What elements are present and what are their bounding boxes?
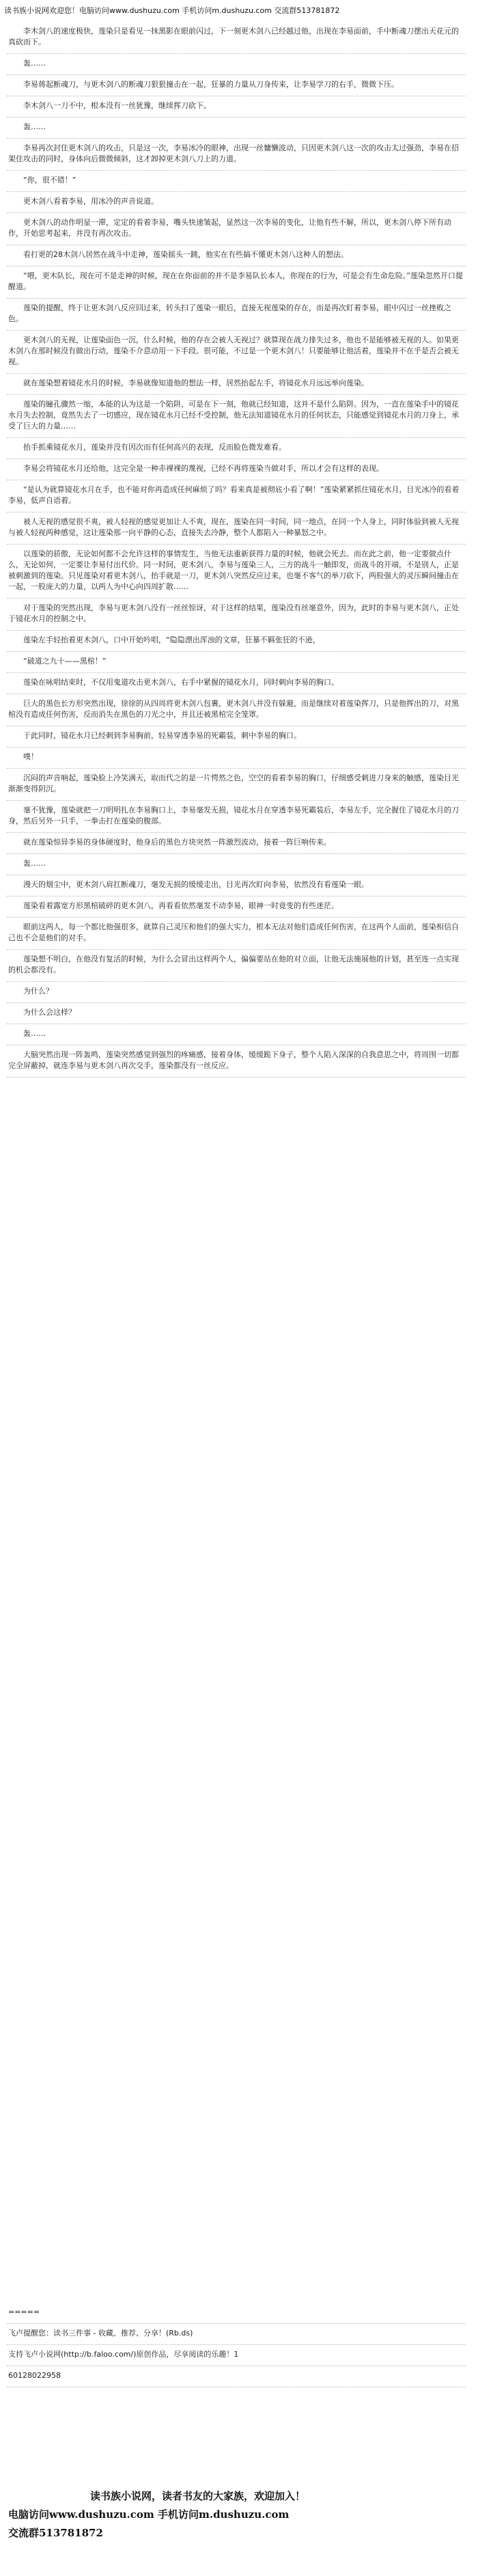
chapter-paragraph: 李易再次封住更木剑八的攻击，只是这一次，李易冰冷的眼神，出现一丝慵懒波动，只因更木剑八这一次的攻击太过强劲，李易在招架住攻击的同时，身体向后微微倾斜，这才卸掉更木剑八刀上的力道。 [7,139,466,171]
chapter-paragraph: “喂，更木队长，现在可不是走神的时候，现在在你面前的并不是李易队长本人，你现在的行为，可是会有生命危险。”莲染忽然开口提醒道。 [7,266,466,299]
chapter-paragraph: 为什么？ [7,982,466,1003]
footer-support-link[interactable]: 支持飞卢小说网(http://b.faloo.com/)原创作品，尽享阅读的乐趣！1 [7,2345,466,2366]
chapter-paragraph: 毫不犹豫，莲染就把一刀明明扎在李易胸口上，李易毫发无损，镜花水月在穿透李易死霸装后，李易左手，完全握住了镜花水月的刀身，然后另外一只手，一拳击打在莲染的腹部。 [7,801,466,833]
chapter-paragraph: 莲染左手轻抬着更木剑八，口中开始吟唱，“隐隐漂出浑浊的文章，狂暴不羁张狂的不逊， [7,631,466,652]
chapter-paragraph: 抬手抓乘镜花水月，莲染并没有因次而有任何高兴的表现，反而脸色微发难看。 [7,438,466,459]
chapter-paragraph: 莲染看着露宽方形黑棺破碎的更木剑八，再看看依然毫发不动李易，眼神一时竟变的有些迷茫。 [7,896,466,918]
footer-reminder: 飞卢提醒您：读书三件事 - 收藏、推荐、分享！(Rb.ds) [7,2324,466,2345]
promo-line-group: 交流群513781872 [8,2527,103,2539]
chapter-paragraph: 以莲染的骄傲，无论如何都不会允许这样的事情发生，当他无法重新获得力量的时候，他就会死去。而在此之前，他一定要做点什么，无论如何，一定要让李易付出代价。同一时间，更木剑八，李易与莲染三人，三方的战斗一触即发，而战斗的开端，不是别人，正是被刺激到的莲染。只见莲染对着更木剑八，抬手就是一刀，更木剑八突然反应过来，也毫不客气的举刀砍下，两股强大的灵压瞬间撞击在一起，一股庞大的力量，以两人为中心向四周扩散…… [7,545,466,599]
separator-line: ===== [7,2303,466,2324]
chapter-paragraph: 莲染在咏唱结束时，不仅用鬼道攻击更木剑八，右手中紧握的镜花水月，同时刺向李易的胸口。 [7,673,466,694]
chapter-paragraph: “你，很不错！” [7,171,466,192]
chapter-paragraph: 沉闷的声音响起，莲染脸上冷笑满天，取而代之的是一片愕然之色，空空的看着李易的胸口，仔细感受刺进刀身来的触感，莲染目光渐渐变得阴沉。 [7,769,466,801]
chapter-paragraph: 李木剑八的速度极快，莲染只是看见一抹黑影在眼前闪过，下一刻更木剑八已经越过他，出现在李易面前，手中断魂刀摆出天花元的真砍而下。 [7,22,466,54]
chapter-paragraph: “是认为就算镜花水月在手，也不能对你再造成任何麻烦了吗？看来真是被彻底小看了啊！”莲染紧紧抓住镜花水月，目光冰冷的看着李易，低声自语着。 [7,480,466,512]
chapter-paragraph: 漫天的烟尘中，更木剑八肩扛断魂刀，毫发无损的缓缓走出，目光再次盯向李易，依然没有看莲染一眼。 [7,875,466,896]
chapter-paragraph: 更木剑八的无视，让莲染面色一沉，什么时候，他的存在会被人无视过？就算现在战力排失过多，他也不是能够被无视的人。如果更木剑八在那时候没有做出行动，莲染不介意动用一下手段。很可能，不过是一个更木剑八！只要能够让他活着，莲染并不在乎是否会被无视。 [7,331,466,374]
chapter-paragraph: 更木剑八的动作明显一滞，定定的看着李易，嘴头快速皱起，显然这一次李易的变化，让他有些不解，所以，更木剑八停下所有动作，开始思考起来，并没有再次攻击。 [7,213,466,245]
chapter-paragraph: 轰…… [7,54,466,75]
promo-line-welcome: 读书族小说网，读者书友的大家族，欢迎加入！ [90,2490,306,2502]
chapter-paragraph: 被人无视的感觉很不爽，被人轻视的感觉更加让人不爽，现在，莲染在同一时间，同一地点，在同一个人身上，同时体验到被人无视与被人轻视两种感觉，这让莲染那一向平静的心态，直接失去冷静，整个人都陷入一种暴怒之中。 [7,512,466,545]
chapter-paragraph: 莲染的瞳孔骤然一缩，本能的认为这是一个陷阱，可是在下一刻，他就已经知道，这并不是什么陷阱。因为，一直在莲染手中的镜花水月失去控制，竟然失去了一切感应，现在镜花水月已经不受控制，他无法知道镜花水月的任何状态，只能感觉到镜花水月的刀身上，承受了巨大的力量…… [7,395,466,438]
site-header-notice: 读书族小说网欢迎您！电脑访问www.dushuzu.com 手机访问m.dushuzu.com 交流群513781872 [4,6,340,15]
chapter-paragraph: 对于莲染的突然出现，李易与更木剑八没有一丝丝惊讶，对于这样的结果，莲染没有丝毫意外，因为，此时的李易与更木剑八，正处于镜花水月的控制之中。 [7,599,466,631]
promo-line-urls[interactable]: 电脑访问www.dushuzu.com 手机访问m.dushuzu.com [8,2508,290,2521]
chapter-paragraph: 就在莲染惊异李易的身体硬度时，他身后的黑色方块突然一阵激烈波动，接着一阵巨响传来。 [7,833,466,854]
chapter-paragraph: 轰…… [7,118,466,139]
chapter-paragraph: 更木剑八看着李易，用冰冷的声音说道。 [7,192,466,213]
chapter-paragraph: 轰…… [7,854,466,875]
chapter-paragraph: 李易会将镜花水月还给他，这完全是一种赤裸裸的蔑视，已经不再将莲染当做对手，所以才会有这样的表现。 [7,459,466,480]
chapter-paragraph: 轰…… [7,1024,466,1045]
chapter-paragraph: 为什么会这样？ [7,1003,466,1024]
chapter-body [7,22,466,1078]
chapter-paragraph: 李易蒋起断魂刀，与更木剑八的断魂刀狠狠撞击在一起，狂暴的力量从刀身传来，让李易学刀的右手，微微下压。 [7,75,466,96]
chapter-paragraph: “破道之九十——黑棺！” [7,652,466,673]
chapter-paragraph: 大脑突然出现一阵轰鸣，莲染突然感觉到强烈的疼痛感，接着身体，缓缓跪下身子，整个人陷入深深的自我意思之中，将周围一切都完全屏蔽掉，就连李易与更木剑八再次交手，莲染都没有一丝反应。 [7,1045,466,1078]
chapter-paragraph: 李木剑八一刀不中，根本没有一丝犹豫，继续挥刀砍下。 [7,96,466,118]
chapter-paragraph: 就在莲染想着镜花水月的时候，李易就像知道他的想法一样，居然抬起左手，将镜花水月远远举向莲染。 [7,374,466,395]
chapter-paragraph: 于此同时，镜花水月已经刺到李易胸前，轻易穿透李易的死霸装，刺中李易的胸口。 [7,726,466,748]
chapter-paragraph: 莲染想不明白，在他没有复活的时候，为什么会冒出这样两个人，偏偏要站在他的对立面，让他无法施展他的计划，甚至连一点实现的机会都没有。 [7,950,466,982]
footer-id: 60128022958 [7,2366,466,2387]
chapter-paragraph: 莲染的提醒，终于让更木剑八反应回过来，转头扫了莲染一眼后，直接无视莲染的存在，而是再次盯着李易，眼中闪过一丝挫败之色。 [7,299,466,331]
chapter-paragraph: 巨大的黑色长方形突然出现，徐徐的从四周将更木剑八包裹，更木剑八并没有躲避，而是继续对着莲染挥刀，只是他挥出的刀，对黑棺没有造成任何伤害，反而消失在黑色的刀光之中，并且还被黑棺完全笼罩。 [7,694,466,726]
chapter-paragraph: 眼前这两人，每一个都比他强很多，就算自己灵压和他们的强大实力，根本无法对他们造成任何伤害，在这两个人面前，莲染相信自己也不会是他们的对手。 [7,918,466,950]
chapter-paragraph: 噗！ [7,748,466,769]
chapter-footer [7,2303,466,2387]
promo-block [8,2487,418,2543]
chapter-paragraph: 看打更的28木剑八居然在战斗中走神，莲染摇头一跳，他实在有些搞不懂更木剑八这种人的想法。 [7,245,466,266]
